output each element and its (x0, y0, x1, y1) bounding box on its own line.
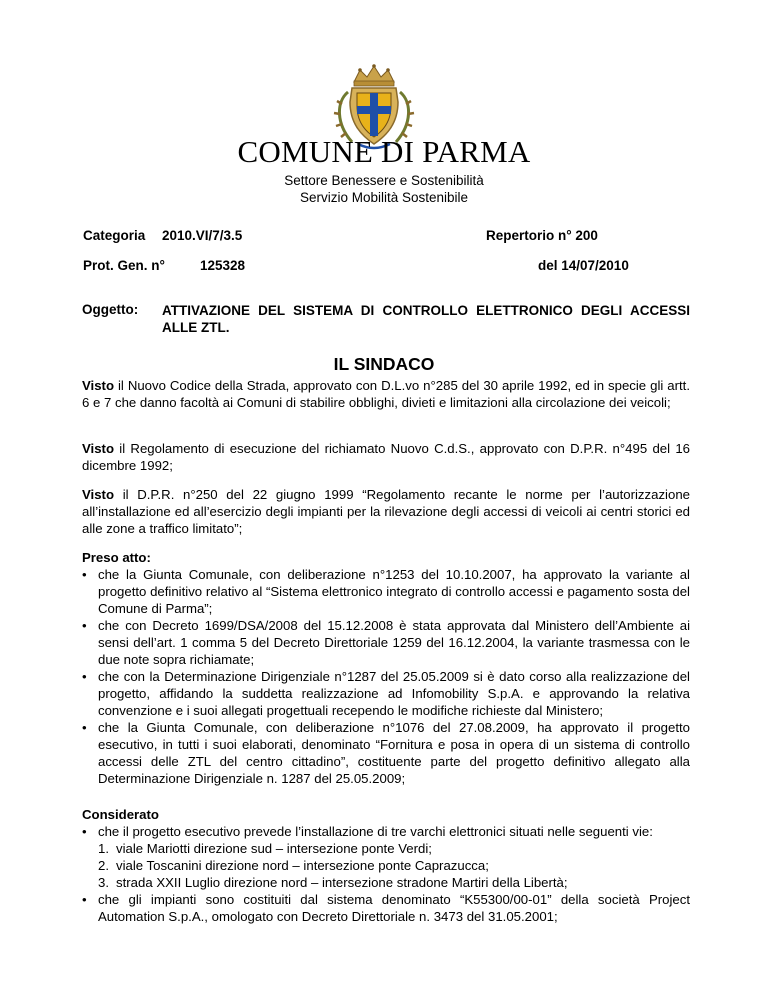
varco-text: viale Mariotti direzione sud – intersezione ponte Verdi; (116, 841, 432, 856)
category-value: 2010.VI/7/3.5 (162, 228, 243, 243)
visto-text: il Nuovo Codice della Strada, approvato con D.L.vo n°285 del 30 aprile 1992, ed in specie gli artt. 6 e 7 che danno facoltà ai Comuni di stabilire obblighi, divieti e limitazioni alla circolazione dei veicoli; (82, 378, 690, 410)
category-label: Categoria (83, 228, 146, 243)
visto-lead: Visto (82, 441, 115, 456)
section-heading: Preso atto: (82, 550, 151, 565)
protocol-number: 125328 (200, 258, 246, 273)
item-number: 2. (98, 858, 109, 873)
preso-atto-section (82, 549, 690, 787)
considerato-section (82, 806, 690, 925)
list-item: • che gli impianti sono costituiti dal sistema denominato “K55300/00-01” della società Project Automation S.p.A., omologato con Decreto Direttoriale n. 3473 del 31.05.2001; (82, 891, 690, 925)
visto-lead: Visto (82, 378, 115, 393)
visto-lead: Visto (82, 487, 115, 502)
varco-item (82, 857, 690, 874)
list-item: • che con la Determinazione Dirigenziale n°1287 del 25.05.2009 si è dato corso alla realizzazione del progetto, affidando la suddetta realizzazione ad Infomobility S.p.A. e approvando la relativa convenzione e i suoi allegati progettuali recependo le modifiche richieste dal Ministero; (82, 668, 690, 719)
department-name: Settore Benessere e Sostenibilità (284, 173, 484, 188)
list-item: • che la Giunta Comunale, con deliberazione n°1076 del 27.08.2009, ha approvato il progetto esecutivo, in tutti i suoi elaborati, denominato “Fornitura e posa in opera di un sistema di controllo accessi delle ZTL del centro cittadino”, costituente parte del progetto definitivo allegato alla Determinazione Dirigenziale n. 1287 del 25.05.2009; (82, 719, 690, 787)
subject-label: Oggetto: (82, 302, 139, 317)
city-name: COMUNE DI PARMA (237, 134, 531, 169)
varco-text: viale Toscanini direzione nord – intersezione ponte Caprazucca; (116, 858, 489, 873)
visto-paragraph-1 (82, 377, 690, 411)
list-item: • che il progetto esecutivo prevede l’installazione di tre varchi elettronici situati nelle seguenti vie: (82, 823, 690, 840)
visto-text: il D.P.R. n°250 del 22 giugno 1999 “Regolamento recante le norme per l’autorizzazione all’installazione ed all’esercizio degli impianti per la rilevazione degli accessi di veicoli ai centri storici ed alle zone a traffico limitato”; (82, 487, 690, 536)
varco-text: strada XXII Luglio direzione nord – intersezione stradone Martiri della Libertà; (116, 875, 568, 890)
list-item: • che con Decreto 1699/DSA/2008 del 15.12.2008 è stata approvata dal Ministero dell’Ambiente ai sensi dell’art. 1 comma 5 del Decreto Direttoriale 1259 del 16.12.2004, la variante trasmessa con le due note sopra richiamate; (82, 617, 690, 668)
section-heading: Considerato (82, 807, 159, 822)
document-heading: IL SINDACO (333, 354, 435, 374)
item-number: 3. (98, 875, 109, 890)
subject-text: ATTIVAZIONE DEL SISTEMA DI CONTROLLO ELETTRONICO DEGLI ACCESSI ALLE ZTL. (162, 303, 690, 335)
varco-item (82, 874, 690, 891)
repertorio-number: Repertorio n° 200 (486, 228, 598, 243)
protocol-label: Prot. Gen. n° (83, 258, 165, 273)
visto-text: il Regolamento di esecuzione del richiamato Nuovo C.d.S., approvato con D.P.R. n°495 del 16 dicembre 1992; (82, 441, 690, 473)
visto-paragraph-3 (82, 486, 690, 537)
list-item: • che la Giunta Comunale, con deliberazione n°1253 del 10.10.2007, ha approvato la variante al progetto definitivo relativo al “Sistema elettronico integrato di controllo accessi e pagamento sosta del Comune di Parma”; (82, 566, 690, 617)
document-date: del 14/07/2010 (538, 258, 629, 273)
item-number: 1. (98, 841, 109, 856)
service-name: Servizio Mobilità Sostenibile (299, 190, 469, 205)
visto-paragraph-2 (82, 440, 690, 474)
varco-item (82, 840, 690, 857)
